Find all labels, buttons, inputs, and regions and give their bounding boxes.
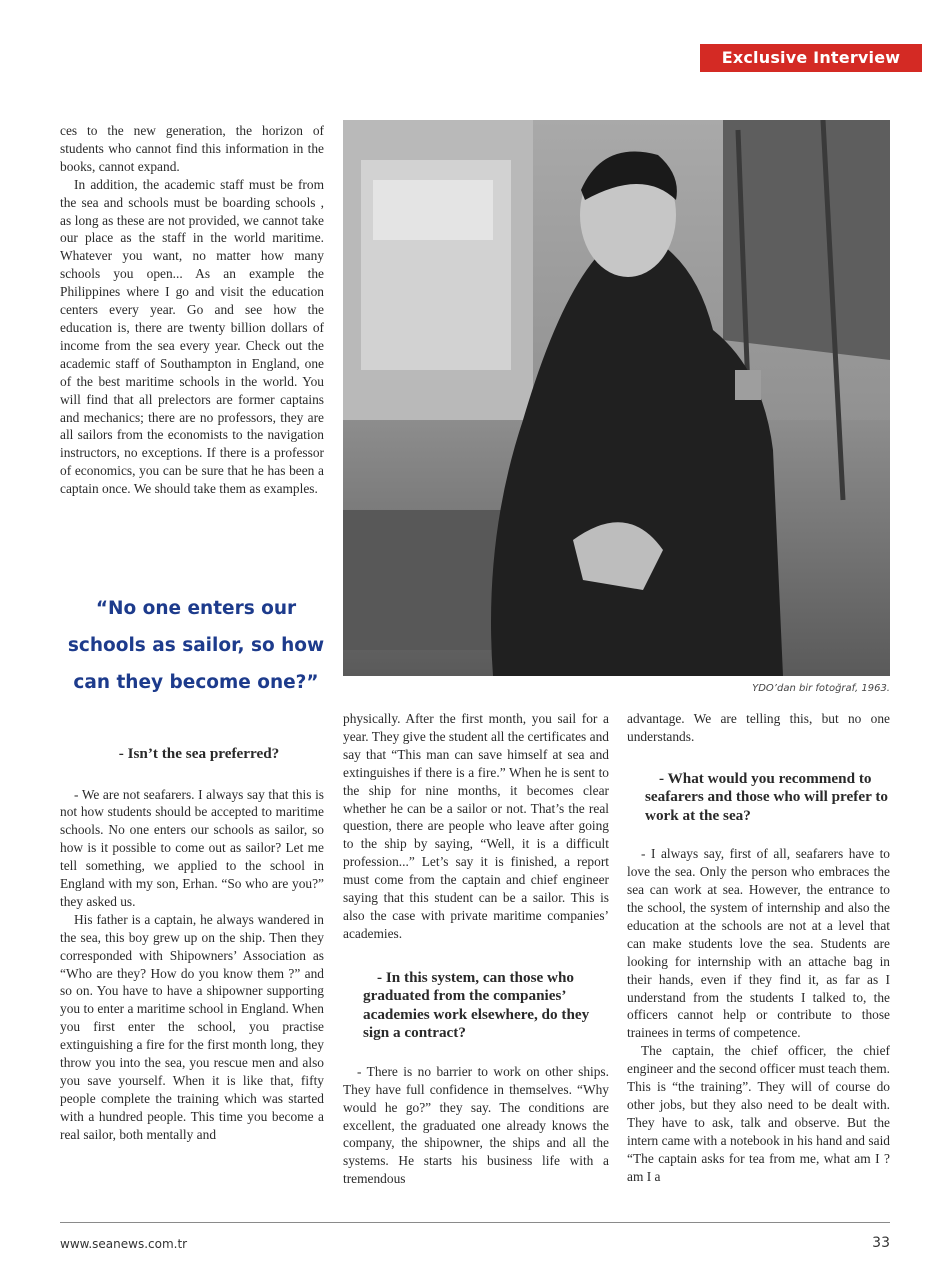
footer-divider (60, 1222, 890, 1223)
section-badge: Exclusive Interview (700, 44, 922, 72)
paragraph: - There is no barrier to work on other ships. They have full confidence in themselves. “Why would he go?” they say. The conditions are excellent, the graduated one already knows the company, the shipowner, the ships and all the systems. He starts his business life with a tremendous (343, 1063, 609, 1187)
paragraph: advantage. We are telling this, but no one understands. (627, 711, 890, 744)
pull-quote: “No one enters our schools as sailor, so how can they become one?” (67, 598, 325, 693)
text-column-1 (60, 122, 324, 498)
paragraph: The captain, the chief officer, the chief engineer and the second officer must teach them. This is “the training”. They will of course do other jobs, but they also need to be dealt with. They have to ask, talk and observe. But the intern came with a notebook in his hand and said “The captain asks for tea from me, what am I ? am I a (627, 1043, 890, 1184)
paragraph: ces to the new generation, the horizon of students who cannot find this information in the books, cannot expand. (60, 123, 324, 174)
text-column-2 (343, 710, 609, 1188)
photo-caption: YDO’dan bir fotoğraf, 1963. (752, 683, 890, 694)
question-heading: - Isn’t the sea preferred? (118, 745, 280, 762)
footer-url: www.seanews.com.tr (60, 1237, 188, 1251)
question-heading: - What would you recommend to seafarers and those who will prefer to work at the sea? (645, 769, 888, 824)
photo-illustration (343, 120, 890, 676)
text-column-1-lower (60, 745, 324, 1144)
text-column-3 (627, 710, 890, 1186)
paragraph: - We are not seafarers. I always say that this is not how students should be accepted to maritime schools. No one enters our schools as sailor, so how is it possible to come out as sailor? Let me tell something, we applied to the school in England with my son, Erhan. “So who are you?” they asked us. (60, 786, 324, 909)
paragraph: - I always say, first of all, seafarers have to love the sea. Only the person who embraces the sea can work at sea. However, the entrance to the school, the system of internship and also the education at the schools are not at a level that can make students love the sea. Students are looking for internship with an attache bag in their hands, even if they find it, as far as I understand from the students I talked to, the officers cannot help or contribute to those trainees in terms of competence. (627, 846, 890, 1041)
paragraph: In addition, the academic staff must be from the sea and schools must be boarding schools , as long as these are not provided, we cannot take our place as the staff in the world maritime. Whatever you want, no matter how many schools you open... As an example the Philippines where I go and visit the education centers every year. Go and see how the education is, there are twenty billion dollars of income from the sea every year. Check out the academic staff of Southampton in England, one of the best maritime schools in the world. You will find that all prelectors are former captains and mechanics; there are no professors, they are all sailors from the economists to the navigation instructors, no exceptions. If there is a professor of economics, you can be sure that he has been a captain once. We should take them as examples. (60, 176, 324, 497)
page-number: 33 (872, 1235, 890, 1251)
question-heading: - In this system, can those who graduated from the companies’ academies work elsewhere, do they sign a contract? (363, 968, 590, 1042)
paragraph: physically. After the first month, you sail for a year. They give the student all the certificates and say that “This man can save himself at sea and extinguishes if there is a fire.” When he is sent to the ship for nine months, it becomes clear whether he can be a sailor or not. That’s the real question, there are people who leave after going to the ship by saying, “Well, it is a difficult profession...” Let’s say it is finished, a report must come from the captain and chief engineer saying that this student can be a sailor. This is also the case with private maritime companies’ academies. (343, 711, 609, 941)
archival-photo (343, 120, 890, 676)
paragraph: His father is a captain, he always wandered in the sea, this boy grew up on the ship. Then they corresponded with Shipowners’ Association as “Who are they? How do you know them ?” and so on. You have to have a shipowner supporting you to enter a maritime school in England. When you first enter the school, you practise extinguishing a fire for the first month long, they throw you into the sea, you rescue men and also you save yourself. When it is like that, fifty people complete the training which was started with a hundred people. This time you become a real sailor, both mentally and (60, 911, 324, 1142)
